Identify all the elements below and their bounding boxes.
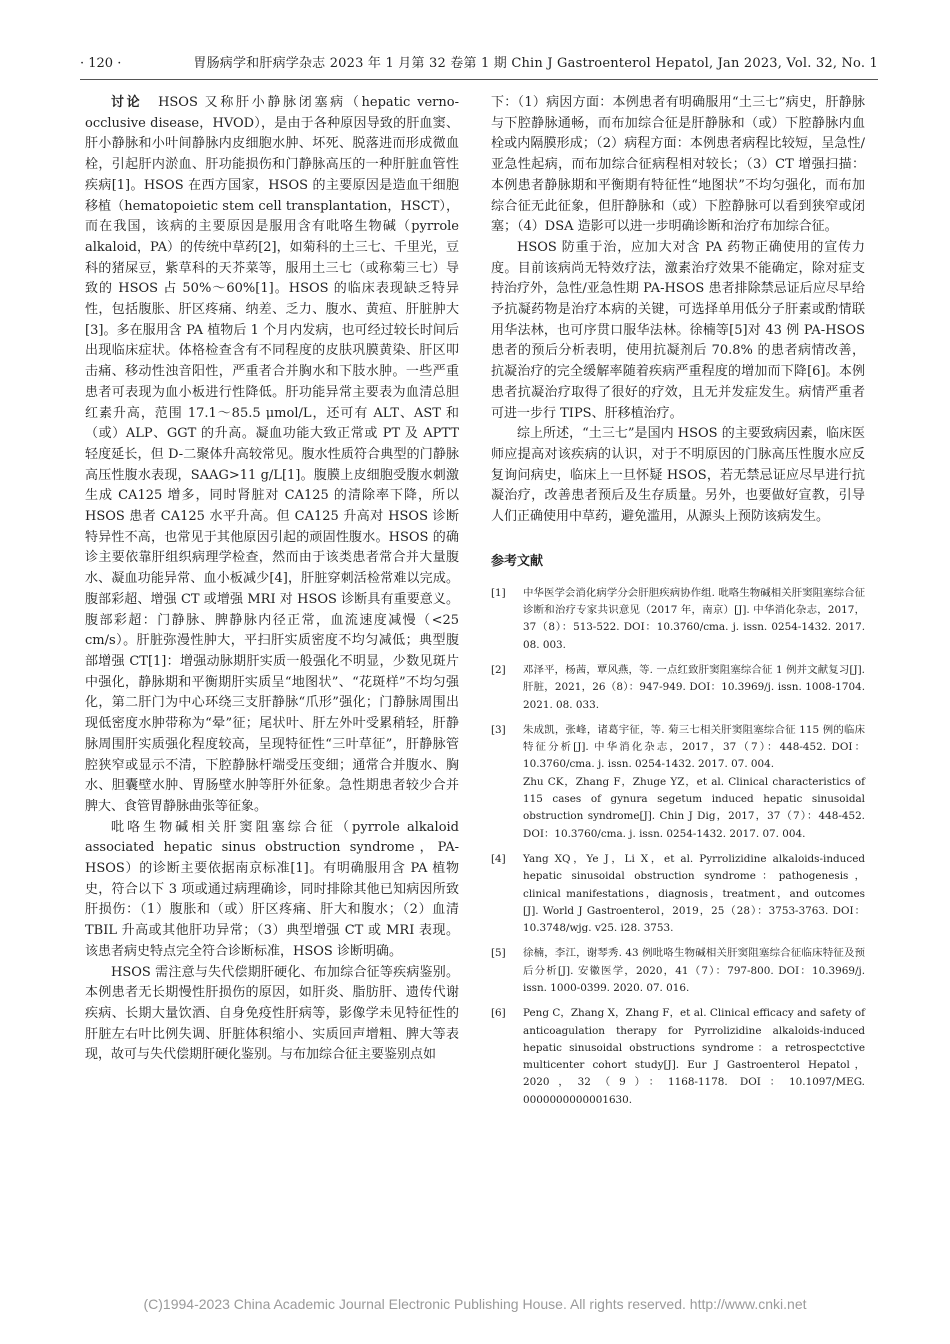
- reference-english-text: Zhu CK，Zhang F，Zhuge YZ，et al. Clinical characteristics of 115 cases of gynura segetum induced hepatic sinusoidal obstruction syndrome[J]. Chin J Dig，2017，37（7）：448-452. DOI：10.3760/cma. j. issn. 0254-1432. 2017. 07. 004.: [523, 775, 865, 840]
- reference-number: [4]: [491, 852, 506, 865]
- conclusion-paragraph: 综上所述，“土三七”是国内 HSOS 的主要致病因素，临床医师应提高对该疾病的认识，对于不明原因的门脉高压性腹水应反复询问病史，临床上一旦怀疑 HSOS，若无禁忌证应尽早进行抗凝治疗，改善患者预后及生存质量。另外，也要做好宣教，引导人们正确使用中草药，避免滥用，从源头上预防该病发生。: [491, 426, 865, 525]
- reference-number: [6]: [491, 1007, 506, 1020]
- page-number: · 120 ·: [80, 56, 122, 71]
- copyright-footer: (C)1994-2023 China Academic Journal Electronic Publishing House. All rights reserved. http://www.cnki.net: [143, 1296, 807, 1312]
- references-heading: 参考文献: [491, 553, 544, 569]
- reference-number: [5]: [491, 947, 506, 960]
- reference-item: [491, 1005, 865, 1109]
- reference-text: 中华医学会消化病学分会肝胆疾病协作组. 吡咯生物碱相关肝窦阻塞综合征诊断和治疗专家共识意见（2017 年，南京）[J]. 中华消化杂志，2017，37（8）：513-522. DOI：10.3760/cma. j. issn. 0254-1432. 2017. 08. 003.: [523, 586, 865, 651]
- reference-text: 邓泽平，杨茜，覃风燕，等. 一点红致肝窦阻塞综合征 1 例并文献复习[J]. 肝脏，2021，26（8）：947-949. DOI：10.3969/j. issn. 1008-1704. 2021. 08. 033.: [523, 663, 865, 711]
- journal-citation: 胃肠病学和肝病学杂志 2023 年 1 月第 32 卷第 1 期 Chin J Gastroenterol Hepatol, Jan 2023, Vol. 32, No. 1: [193, 56, 878, 71]
- discussion-text: HSOS 又称肝小静脉闭塞病（hepatic verno-occlusive disease，HVOD），是由于各种原因导致的肝血窦、肝小静脉和小叶间静脉内皮细胞水肿、坏死、脱落进而形成微血栓，引起肝内淤血、肝功能损伤和门静脉高压的一种肝脏血管性疾病[1]。HSOS 在西方国家，HSOS 的主要原因是造血干细胞移植（hematopoietic stem cell transplantation，HSCT），而在我国，该病的主要原因是服用含有吡咯生物碱（pyrrole alkaloid，PA）的传统中草药[2]，如菊科的土三七、千里光，豆科的猪屎豆，紫草科的天芥菜等，服用土三七（或称菊三七）导致的 HSOS 占 50%～60%[1]。HSOS 的临床表现缺乏特异性，包括腹胀、肝区疼痛、纳差、乏力、腹水、黄疸、肝脏肿大[3]。多在服用含 PA 植物后 1 个月内发病，也可经过较长时间后出现临床症状。体格检查含有不同程度的皮肤巩膜黄染、肝区叩击痛、移动性浊音阳性，严重者合并胸水和下肢水肿。一些严重患者可表现为血小板进行性降低。肝功能异常主要表为血清总胆红素升高，范围 17.1～85.5 μmol/L，还可有 ALT、AST 和（或）ALP、GGT 的升高。凝血功能大致正常或 PT 及 APTT 轻度延长，但 D-二聚体升高较常见。腹水性质符合典型的门静脉高压性腹水表现，SAAG>11 g/L[1]。腹膜上皮细胞受腹水刺激生成 CA125 增多，同时肾脏对 CA125 的清除率下降，所以 HSOS 患者 CA125 水平升高。但 CA125 升高对 HSOS 诊断特异性不高，也常见于其他原因引起的顽固性腹水。HSOS 的确诊主要依靠肝组织病理学检查，然而由于该类患者常合并大量腹水、凝血功能异常、血小板减少[4]，肝脏穿刺活检常难以完成。腹部彩超、增强 CT 或增强 MRI 对 HSOS 诊断具有重要意义。腹部彩超：门静脉、脾静脉内径正常，血流速度减慢（<25 cm/s）。肝脏弥漫性肿大，平扫肝实质密度不均匀减低；典型腹部增强 CT[1]：增强动脉期肝实质一般强化不明显，少数见斑片中强化，静脉期和平衡期肝实质呈“地图状”、“花斑样”不均匀强化，第二肝门为中心环绕三支肝静脉“爪形”强化；门静脉周围出现低密度水肿带称为“晕”征；尾状叶、肝左外叶受累稍轻，肝静脉周围肝实质强化程度较高，呈现特征性“三叶草征”，肝静脉管腔狭窄或显示不清，下腔静脉杆端受压变细；通常合并腹水、胸水、胆囊壁水肿、胃肠壁水肿等肝外征象。急性期患者较少合并脾大、食管胃静脉曲张等征象。: [85, 95, 459, 814]
- reference-text: Peng C，Zhang X，Zhang F，et al. Clinical efficacy and safety of anticoagulation therapy for Pyrrolizidine alkaloids-induced hepatic sinusoidal obstructions syndrome：a retrospectctive multicenter cohort study[J]. Eur J Gastroenterol Hepatol，2020，32（9）：1168-1178. DOI：10.1097/MEG. 0000000000001630.: [523, 1007, 865, 1106]
- left-column: [85, 93, 459, 1066]
- reference-item: [491, 722, 865, 843]
- right-column: [491, 93, 865, 1117]
- reference-number: [1]: [491, 586, 506, 599]
- reference-item: [491, 585, 865, 654]
- differential-continued-paragraph: 下：（1）病因方面：本例患者有明确服用“土三七”病史，肝静脉与下腔静脉通畅，而布加综合征是肝静脉和（或）下腔静脉内血栓或内隔膜形成；（2）病程方面：本例患者病程比较短，呈急性/亚急性起病，而布加综合征病程相对较长；（3）CT 增强扫描：本例患者静脉期和平衡期有特征性“地图状”不均匀强化，而布加综合征无此征象，但肝静脉和（或）下腔静脉可以看到狭窄或闭塞；（4）DSA 造影可以进一步明确诊断和治疗布加综合征。: [491, 95, 865, 235]
- reference-text: Yang XQ，Ye J，Li X，et al. Pyrrolizidine alkaloids-induced hepatic sinusoidal obstruction syndrome：pathogenesis，clinical manifestations，diagnosis，treatment，and outcomes [J]. World J Gastroenterol，2019，25（28）：3753-3763. DOI：10.3748/wjg. v25. i28. 3753.: [523, 852, 865, 935]
- running-header: [80, 57, 878, 80]
- reference-list: [491, 585, 865, 1109]
- reference-item: [491, 945, 865, 997]
- reference-item: [491, 851, 865, 937]
- differential-paragraph: HSOS 需注意与失代偿期肝硬化、布加综合征等疾病鉴别。本例患者无长期慢性肝损伤的原因，如肝炎、脂肪肝、遗传代谢疾病、长期大量饮酒、自身免疫性肝病等，影像学未见特征性的肝脏左右叶比例失调、肝脏体积缩小、实质回声增粗、脾大等表现，故可与失代偿期肝硬化鉴别。与布加综合征主要鉴别点如: [85, 964, 459, 1063]
- diagnosis-paragraph: 吡咯生物碱相关肝窦阻塞综合征（pyrrole alkaloid associated hepatic sinus obstruction syndrome，PA-HSOS）的诊断主要依据南京标准[1]。有明确服用含 PA 植物史，符合以下 3 项或通过病理确诊，同时排除其他已知病因所致肝损伤：（1）腹胀和（或）肝区疼痛、肝大和腹水；（2）血清 TBIL 升高或其他肝功异常；（3）典型增强 CT 或 MRI 表现。该患者病史特点完全符合诊断标准，HSOS 诊断明确。: [85, 819, 459, 959]
- reference-text: 徐楠，李江，谢琴秀. 43 例吡咯生物碱相关肝窦阻塞综合征临床特征及预后分析[J]. 安徽医学，2020，41（7）：797-800. DOI：10.3969/j. issn. 1000-0399. 2020. 07. 016.: [523, 947, 865, 994]
- discussion-paragraph-1: [85, 93, 459, 818]
- reference-number: [3]: [491, 723, 506, 736]
- reference-number: [2]: [491, 663, 506, 676]
- discussion-label: 讨论: [111, 95, 143, 110]
- reference-item: [491, 662, 865, 714]
- treatment-paragraph: HSOS 防重于治，应加大对含 PA 药物正确使用的宣传力度。目前该病尚无特效疗法，激素治疗效果不能确定，除对症支持治疗外，急性/亚急性期 PA-HSOS 患者排除禁忌证后应尽早给予抗凝药物是治疗本病的关键，可选择单用低分子肝素或酌情联用华法林，也可序贯口服华法林。徐楠等[5]对 43 例 PA-HSOS 患者的预后分析表明，使用抗凝剂后 70.8% 的患者病情改善，抗凝治疗的完全缓解率随着疾病严重程度的增加而下降[6]。本例患者抗凝治疗取得了很好的疗效，且无并发症发生。病情严重者可进一步行 TIPS、肝移植治疗。: [491, 239, 865, 421]
- reference-text: 朱成凯，张峰，诸葛宇征，等. 菊三七相关肝窦阻塞综合征 115 例的临床特征分析[J]. 中华消化杂志，2017，37（7）：448-452. DOI：10.3760/cma. j. issn. 0254-1432. 2017. 07. 004.: [523, 723, 865, 771]
